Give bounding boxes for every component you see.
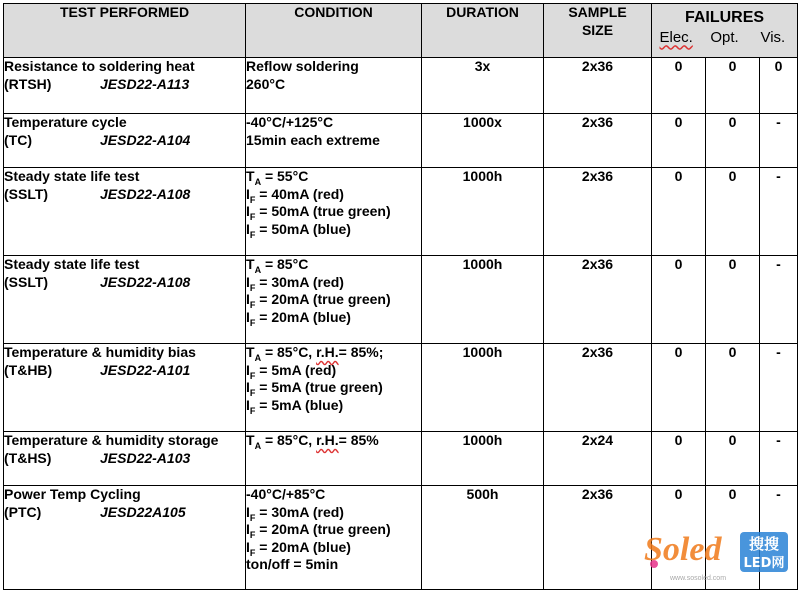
watermark-brand-text: Soled: [644, 531, 722, 568]
table-row: [4, 432, 798, 486]
condition-line: [246, 309, 421, 327]
condition-symbol: I: [246, 521, 250, 537]
cell-test-performed: [4, 486, 246, 590]
condition-text: Reflow soldering: [246, 58, 359, 74]
reliability-test-table: [3, 3, 798, 590]
condition-text: = 20mA (true green): [255, 521, 391, 537]
test-name: Temperature & humidity bias: [4, 344, 196, 360]
cell-fail-vis: -: [760, 344, 798, 432]
table-row: [4, 168, 798, 256]
condition-line: [246, 379, 421, 397]
condition-symbol: I: [246, 308, 250, 325]
test-abbreviation: (PTC): [4, 503, 42, 520]
cell-condition: [246, 256, 422, 344]
header-failures-title: FAILURES: [684, 9, 765, 26]
cell-duration: 500h: [422, 486, 544, 590]
test-abbreviation: (TC): [4, 131, 32, 148]
cell-duration: 3x: [422, 58, 544, 114]
condition-text: = 20mA (blue): [255, 308, 351, 325]
cell-sample-size: 2x36: [544, 168, 652, 256]
condition-line: [246, 486, 421, 504]
condition-line: [246, 256, 421, 274]
condition-subscript: A: [254, 264, 262, 275]
condition-text: = 50mA (true green): [255, 203, 391, 219]
condition-subscript: F: [249, 317, 256, 328]
condition-text: = 50mA (blue): [255, 220, 351, 237]
cell-fail-vis: -: [760, 432, 798, 486]
cell-fail-elec: 0: [652, 256, 706, 344]
cell-fail-opt: 0: [706, 344, 760, 432]
cell-test-performed: [4, 58, 246, 114]
condition-line: [246, 221, 421, 239]
cell-fail-elec: 0: [652, 114, 706, 168]
condition-line: [246, 521, 421, 539]
condition-subscript: F: [249, 529, 256, 540]
cell-condition: [246, 432, 422, 486]
cell-fail-opt: 0: [706, 486, 760, 590]
test-abbreviation: (RTSH): [4, 75, 52, 92]
test-name: Steady state life test: [4, 168, 140, 184]
cell-fail-opt: 0: [706, 58, 760, 114]
cell-fail-opt: 0: [706, 432, 760, 486]
condition-subscript: F: [249, 370, 256, 381]
condition-text: = 85°C,: [261, 344, 317, 360]
condition-text: 260°C: [246, 75, 286, 92]
condition-symbol: I: [246, 538, 250, 555]
condition-subscript: A: [254, 176, 262, 187]
cell-duration: 1000h: [422, 256, 544, 344]
condition-text: = 85°C: [261, 256, 309, 272]
condition-symbol: I: [246, 203, 250, 219]
header-row: [4, 4, 798, 58]
condition-line: [246, 504, 421, 522]
condition-line: [246, 291, 421, 309]
cell-test-performed: [4, 344, 246, 432]
condition-symbol: T: [246, 168, 255, 184]
condition-symbol: I: [246, 379, 250, 395]
condition-line: [246, 539, 421, 557]
condition-symbol: I: [246, 220, 250, 237]
condition-subscript: F: [249, 282, 256, 293]
cell-test-performed: [4, 168, 246, 256]
cell-test-performed: [4, 256, 246, 344]
condition-line: [246, 432, 421, 450]
cell-sample-size: 2x36: [544, 256, 652, 344]
cell-condition: [246, 486, 422, 590]
header-condition: CONDITION: [246, 4, 422, 58]
test-abbreviation: (SSLT): [4, 185, 49, 202]
test-standard: JESD22-A103: [100, 449, 191, 466]
condition-rh: r.H.: [316, 344, 339, 360]
condition-subscript: A: [254, 352, 262, 363]
condition-subscript: F: [249, 229, 256, 240]
condition-line: [246, 132, 421, 150]
condition-subscript: F: [249, 194, 256, 205]
condition-symbol: I: [246, 503, 250, 520]
test-name: Steady state life test: [4, 256, 140, 272]
cell-fail-vis: -: [760, 256, 798, 344]
cell-fail-opt: 0: [706, 114, 760, 168]
condition-text: 15min each extreme: [246, 131, 380, 148]
condition-line: [246, 76, 421, 94]
cell-fail-opt: 0: [706, 168, 760, 256]
cell-sample-size: 2x36: [544, 114, 652, 168]
condition-text: = 20mA (blue): [255, 538, 351, 555]
cell-fail-opt: 0: [706, 256, 760, 344]
cell-duration: 1000x: [422, 114, 544, 168]
cell-fail-elec: 0: [652, 58, 706, 114]
test-standard: JESD22-A101: [100, 361, 191, 378]
condition-symbol: T: [246, 432, 255, 448]
condition-text: = 5mA (true green): [255, 379, 383, 395]
test-abbreviation: (T&HS): [4, 449, 52, 466]
condition-subscript: F: [249, 387, 256, 398]
condition-line: [246, 186, 421, 204]
table-body: [4, 58, 798, 590]
table-row: [4, 256, 798, 344]
cell-fail-elec: 0: [652, 344, 706, 432]
test-abbreviation: (SSLT): [4, 273, 49, 290]
condition-line: [246, 274, 421, 292]
condition-text: -40°C/+85°C: [246, 486, 326, 502]
cell-fail-vis: -: [760, 114, 798, 168]
table-row: [4, 114, 798, 168]
cell-sample-size: 2x36: [544, 58, 652, 114]
header-duration: DURATION: [422, 4, 544, 58]
condition-symbol: I: [246, 273, 250, 290]
condition-subscript: F: [249, 405, 256, 416]
condition-symbol: I: [246, 361, 250, 378]
condition-text: ton/off = 5min: [246, 556, 339, 572]
header-elec: Elec.: [659, 28, 693, 46]
watermark-cn-bottom: LED网: [743, 556, 785, 571]
condition-tail: = 85%;: [338, 344, 384, 360]
cell-fail-elec: 0: [652, 168, 706, 256]
cell-sample-size: 2x36: [544, 486, 652, 590]
header-vis: Vis.: [760, 28, 786, 46]
condition-text: = 20mA (true green): [255, 291, 391, 307]
condition-text: = 55°C: [261, 168, 309, 184]
test-abbreviation: (T&HB): [4, 361, 53, 378]
condition-line: [246, 397, 421, 415]
condition-line: [246, 58, 421, 76]
condition-text: -40°C/+125°C: [246, 114, 334, 130]
condition-subscript: F: [249, 211, 256, 222]
header-opt: Opt.: [710, 28, 739, 46]
condition-subscript: F: [249, 512, 256, 523]
cell-test-performed: [4, 432, 246, 486]
header-failures: [652, 4, 798, 58]
condition-line: [246, 168, 421, 186]
condition-subscript: F: [249, 299, 256, 310]
test-name: Power Temp Cycling: [4, 486, 141, 502]
condition-symbol: I: [246, 291, 250, 307]
watermark-url: www.sosoled.com: [670, 575, 727, 582]
test-name: Temperature & humidity storage: [4, 432, 219, 448]
cell-duration: 1000h: [422, 432, 544, 486]
cell-fail-vis: -: [760, 168, 798, 256]
condition-symbol: T: [246, 256, 255, 272]
condition-line: [246, 114, 421, 132]
condition-text: = 85°C,: [261, 432, 317, 448]
condition-line: [246, 556, 421, 574]
test-name: Resistance to soldering heat: [4, 58, 195, 74]
header-sample-size: [544, 4, 652, 58]
soled-watermark-logo: [640, 524, 792, 584]
table-row: [4, 344, 798, 432]
header-test-performed: TEST PERFORMED: [4, 4, 246, 58]
condition-line: [246, 362, 421, 380]
cell-test-performed: [4, 114, 246, 168]
condition-tail: = 85%: [338, 432, 379, 448]
condition-text: = 5mA (red): [255, 361, 337, 378]
condition-subscript: A: [254, 440, 262, 451]
cell-condition: [246, 58, 422, 114]
cell-sample-size: 2x24: [544, 432, 652, 486]
cell-sample-size: 2x36: [544, 344, 652, 432]
condition-symbol: T: [246, 344, 255, 360]
cell-condition: [246, 168, 422, 256]
header-sample-line2: SIZE: [581, 21, 614, 38]
condition-line: [246, 203, 421, 221]
condition-text: = 5mA (blue): [255, 396, 344, 413]
condition-text: = 40mA (red): [255, 185, 344, 202]
test-standard: JESD22A105: [100, 503, 186, 520]
condition-rh: r.H.: [316, 432, 339, 448]
condition-symbol: I: [246, 185, 250, 202]
cell-condition: [246, 114, 422, 168]
test-standard: JESD22-A113: [100, 75, 190, 92]
cell-duration: 1000h: [422, 168, 544, 256]
header-sample-line1: SAMPLE: [568, 4, 627, 20]
cell-condition: [246, 344, 422, 432]
cell-fail-vis: -: [760, 486, 798, 590]
condition-symbol: I: [246, 396, 250, 413]
cell-fail-elec: 0: [652, 486, 706, 590]
test-standard: JESD22-A108: [100, 273, 191, 290]
cell-fail-elec: 0: [652, 432, 706, 486]
condition-subscript: F: [249, 547, 256, 558]
test-standard: JESD22-A108: [100, 185, 191, 202]
condition-line: [246, 344, 421, 362]
test-name: Temperature cycle: [4, 114, 127, 130]
watermark-cn-top: 搜搜: [748, 535, 780, 553]
test-standard: JESD22-A104: [100, 131, 191, 148]
condition-text: = 30mA (red): [255, 273, 344, 290]
cell-fail-vis: 0: [760, 58, 798, 114]
cell-duration: 1000h: [422, 344, 544, 432]
condition-text: = 30mA (red): [255, 503, 344, 520]
table-row: [4, 58, 798, 114]
